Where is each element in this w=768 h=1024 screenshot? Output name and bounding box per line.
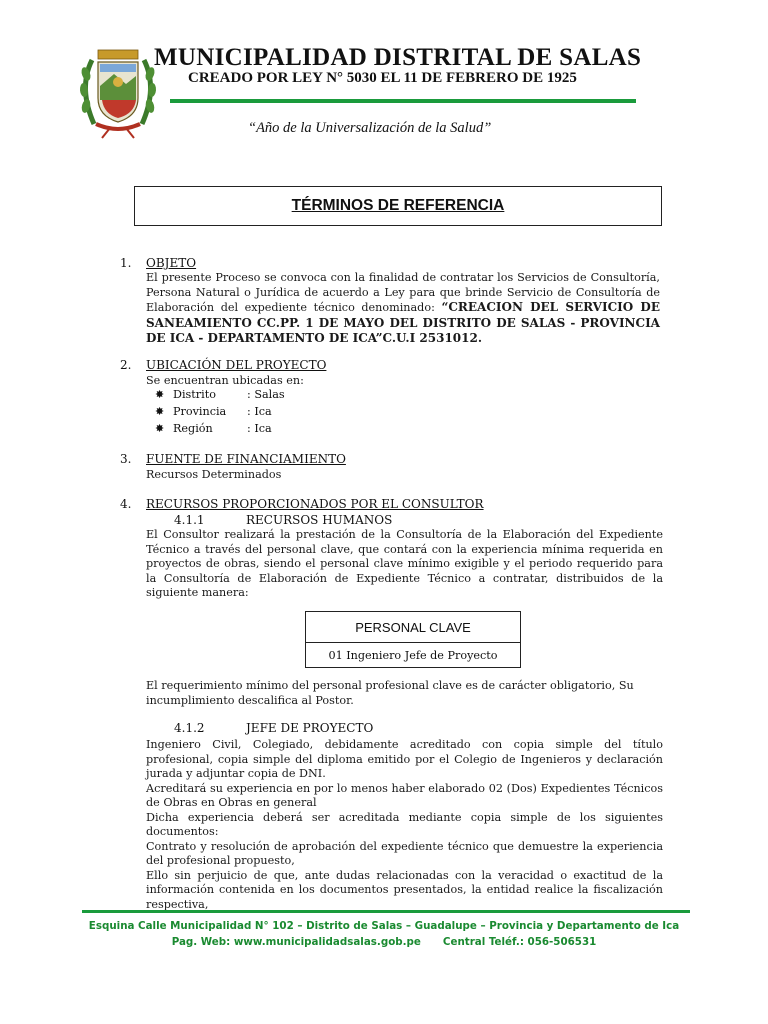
list-item [155, 405, 272, 418]
rrhh-body: El Consultor realizará la prestación de la Consultoría de la Elaboración del Expediente Técnico a través del personal clave, que contará con la experiencia mínima requerida en proyectos de obras, siendo el personal clave mínimo exigible y el periodo requerido para la Consultoría de Elaboración de Expediente Técnico a contratar, distribuidos de la siguiente manera: [146, 528, 663, 599]
objeto-text: El presente Proceso se convoca con la finalidad de contratar los Servicios de Consultoría, Persona Natural o Jurídica de acuerdo a Ley para que brinde Servicio de Consultoría de Elaboración del expediente técnico denominado: [146, 271, 660, 314]
star-bullet-icon: ✸ [155, 388, 165, 401]
subsection-number: 4.1.2 [174, 721, 205, 735]
personal-clave-table [305, 611, 521, 668]
table-header: PERSONAL CLAVE [306, 612, 520, 643]
section-body-objeto [146, 271, 660, 347]
section-number: 2. [120, 358, 132, 372]
section-heading-recursos: RECURSOS PROPORCIONADOS POR EL CONSULTOR [146, 497, 484, 511]
jefe-paragraph: Dicha experiencia deberá ser acreditada mediante copia simple de los siguientes documentos: [146, 810, 663, 838]
requirement-note: El requerimiento mínimo del personal profesional clave es de carácter obligatorio, Su incumplimiento descalifica al Postor. [146, 679, 634, 707]
section-heading-ubicacion: UBICACIÓN DEL PROYECTO [146, 358, 327, 372]
footer-contact [0, 936, 768, 948]
page-subtitle: CREADO POR LEY N° 5030 EL 11 DE FEBRERO DE 1925 [188, 70, 577, 86]
jefe-paragraph: Contrato y resolución de aprobación del expediente técnico que demuestre la experiencia del profesional propuesto, [146, 839, 663, 867]
subsection-number: 4.1.1 [174, 513, 205, 527]
document-title: TÉRMINOS DE REFERENCIA [291, 197, 505, 214]
bullet-label: Provincia [173, 405, 227, 418]
financiamiento-body: Recursos Determinados [146, 468, 282, 481]
jefe-paragraph: Ingeniero Civil, Colegiado, debidamente acreditado con copia simple del título profesional, copia simple del diploma emitido por el Colegio de Ingenieros y declaración jurada y adjuntar copia de DNI. [146, 738, 663, 780]
footer-divider [82, 910, 690, 913]
document-title-box [134, 186, 662, 226]
bullet-value: : Salas [247, 388, 285, 401]
list-item [155, 422, 272, 435]
footer-address: Esquina Calle Municipalidad N° 102 – Distrito de Salas – Guadalupe – Provincia y Departamento de Ica [88, 920, 680, 932]
subsection-title-rrhh: RECURSOS HUMANOS [246, 513, 393, 527]
jefe-paragraph: Ello sin perjuicio de que, ante dudas relacionadas con la veracidad o exactitud de la información contenida en los documentos presentados, la entidad realice la fiscalización respectiva, [146, 868, 663, 911]
section-number: 1. [120, 256, 132, 270]
section-heading-objeto: OBJETO [146, 256, 197, 270]
project-name: “CREACION DEL SERVICIO DE SANEAMIENTO CC.PP. 1 DE MAYO DEL DISTRITO DE SALAS - PROVINCIA DE ICA - DEPARTAMENTO DE ICA”C.U.I 2531012. [146, 300, 660, 345]
year-motto: “Año de la Universalización de la Salud” [248, 120, 492, 136]
section-number: 3. [120, 452, 132, 466]
bullet-value: : Ica [247, 422, 272, 435]
section-heading-financiamiento: FUENTE DE FINANCIAMIENTO [146, 452, 346, 466]
header-divider [170, 99, 636, 103]
municipal-crest-icon [74, 40, 162, 140]
bullet-value: : Ica [247, 405, 272, 418]
star-bullet-icon: ✸ [155, 422, 165, 435]
section-number: 4. [120, 497, 132, 511]
table-row: 01 Ingeniero Jefe de Proyecto [328, 648, 498, 662]
list-item [155, 388, 285, 401]
jefe-paragraph: Acreditará su experiencia en por lo menos haber elaborado 02 (Dos) Expedientes Técnicos de Obras en Obras en general [146, 781, 663, 809]
subsection-title-jefe: JEFE DE PROYECTO [246, 721, 374, 735]
jefe-proyecto-body [146, 738, 663, 912]
page-title: MUNICIPALIDAD DISTRITAL DE SALAS [154, 44, 642, 71]
bullet-label: Región [173, 422, 213, 435]
footer-web-link[interactable]: Pag. Web: www.municipalidadsalas.gob.pe [171, 936, 421, 948]
bullet-label: Distrito [173, 388, 216, 401]
ubicacion-intro: Se encuentran ubicadas en: [146, 374, 304, 387]
star-bullet-icon: ✸ [155, 405, 165, 418]
footer-phone: Central Teléf.: 056-506531 [442, 936, 597, 948]
